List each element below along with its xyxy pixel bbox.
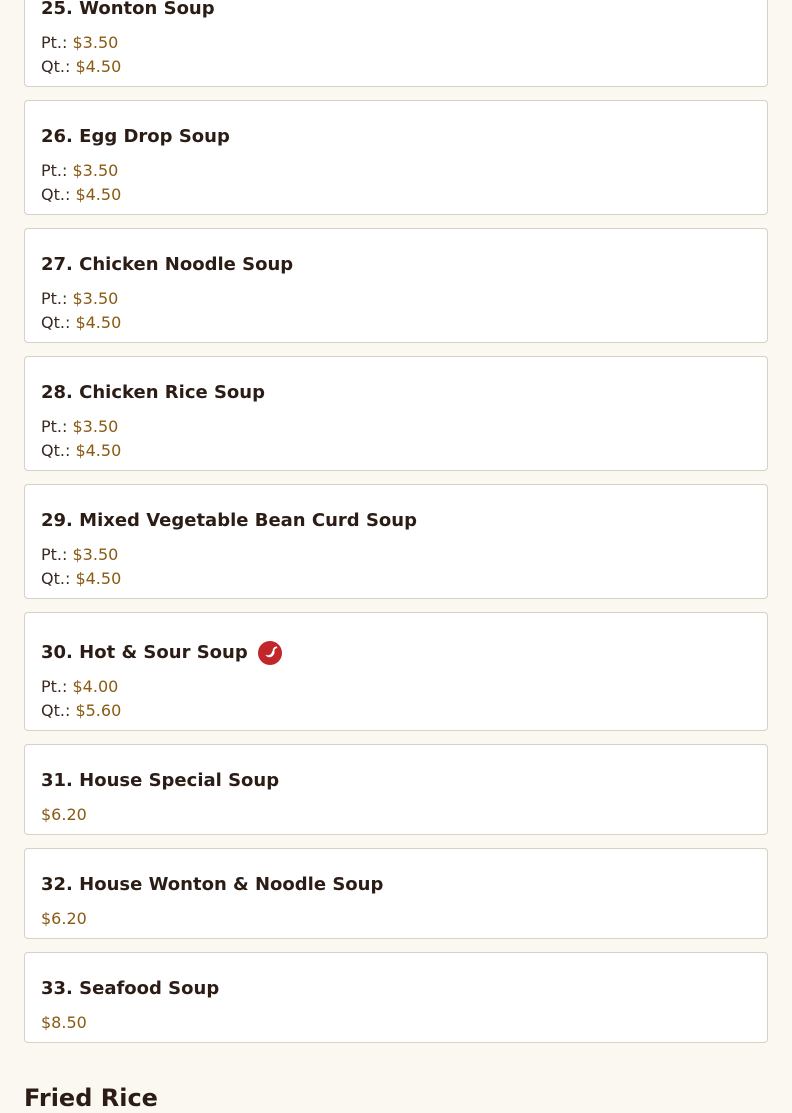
menu-item-prices: [41, 159, 751, 207]
item-price: $6.20: [41, 805, 87, 824]
menu-item-name: 27. Chicken Noodle Soup: [41, 254, 294, 275]
menu-item-card[interactable]: [24, 744, 768, 835]
menu-item-name: 33. Seafood Soup: [41, 978, 220, 999]
menu-item-prices: [41, 31, 751, 79]
menu-item-name: 29. Mixed Vegetable Bean Curd Soup: [41, 510, 417, 531]
price-row: [41, 803, 751, 827]
menu-item-card[interactable]: [24, 0, 768, 87]
pint-label: Pt.:: [41, 33, 68, 52]
quart-price: $4.50: [75, 313, 122, 332]
pint-price: $3.50: [72, 161, 119, 180]
pint-label: Pt.:: [41, 417, 68, 436]
pint-price-row: [41, 415, 751, 439]
pint-price: $3.50: [72, 289, 119, 308]
item-price: $8.50: [41, 1013, 87, 1032]
quart-price: $4.50: [75, 185, 122, 204]
quart-label: Qt.:: [41, 441, 71, 460]
pint-price: $3.50: [72, 545, 119, 564]
menu-item-card[interactable]: [24, 484, 768, 599]
quart-price-row: [41, 183, 751, 207]
menu-item-name: 30. Hot & Sour Soup: [41, 642, 248, 663]
quart-price: $5.60: [75, 701, 122, 720]
menu-item-name: 25. Wonton Soup: [41, 0, 215, 19]
menu-item-card[interactable]: [24, 356, 768, 471]
pint-price: $3.50: [72, 417, 119, 436]
menu-item-name: 26. Egg Drop Soup: [41, 126, 230, 147]
menu-item-card[interactable]: [24, 100, 768, 215]
menu-item-card[interactable]: [24, 848, 768, 939]
menu-item-prices: [41, 675, 751, 723]
menu-item-prices: [41, 803, 751, 827]
soup-menu-list: [24, 0, 768, 1056]
item-price: $6.20: [41, 909, 87, 928]
quart-price-row: [41, 699, 751, 723]
spicy-pepper-icon: [258, 641, 282, 665]
menu-item-card[interactable]: [24, 952, 768, 1043]
menu-item-name: 32. House Wonton & Noodle Soup: [41, 874, 384, 895]
quart-price: $4.50: [75, 569, 122, 588]
menu-item-prices: [41, 907, 751, 931]
menu-item-prices: [41, 543, 751, 591]
menu-item-prices: [41, 415, 751, 463]
menu-item-card[interactable]: [24, 612, 768, 731]
menu-item-prices: [41, 287, 751, 335]
pint-price-row: [41, 159, 751, 183]
quart-label: Qt.:: [41, 185, 71, 204]
price-row: [41, 1011, 751, 1035]
menu-item-card[interactable]: [24, 228, 768, 343]
menu-item-prices: [41, 1011, 751, 1035]
quart-label: Qt.:: [41, 701, 71, 720]
pint-label: Pt.:: [41, 545, 68, 564]
pint-price-row: [41, 287, 751, 311]
quart-price-row: [41, 567, 751, 591]
section-heading-fried-rice: Fried Rice: [24, 1084, 158, 1112]
menu-item-title-row: [41, 637, 751, 669]
pint-price: $3.50: [72, 33, 119, 52]
quart-price-row: [41, 55, 751, 79]
quart-label: Qt.:: [41, 569, 71, 588]
price-row: [41, 907, 751, 931]
menu-item-name: 31. House Special Soup: [41, 770, 280, 791]
quart-price: $4.50: [75, 57, 122, 76]
pint-label: Pt.:: [41, 161, 68, 180]
pint-label: Pt.:: [41, 289, 68, 308]
pint-price-row: [41, 543, 751, 567]
pint-price: $4.00: [72, 677, 119, 696]
quart-label: Qt.:: [41, 313, 71, 332]
quart-price: $4.50: [75, 441, 122, 460]
menu-item-name: 28. Chicken Rice Soup: [41, 382, 265, 403]
pint-price-row: [41, 31, 751, 55]
quart-label: Qt.:: [41, 57, 71, 76]
quart-price-row: [41, 439, 751, 463]
pint-label: Pt.:: [41, 677, 68, 696]
quart-price-row: [41, 311, 751, 335]
pint-price-row: [41, 675, 751, 699]
